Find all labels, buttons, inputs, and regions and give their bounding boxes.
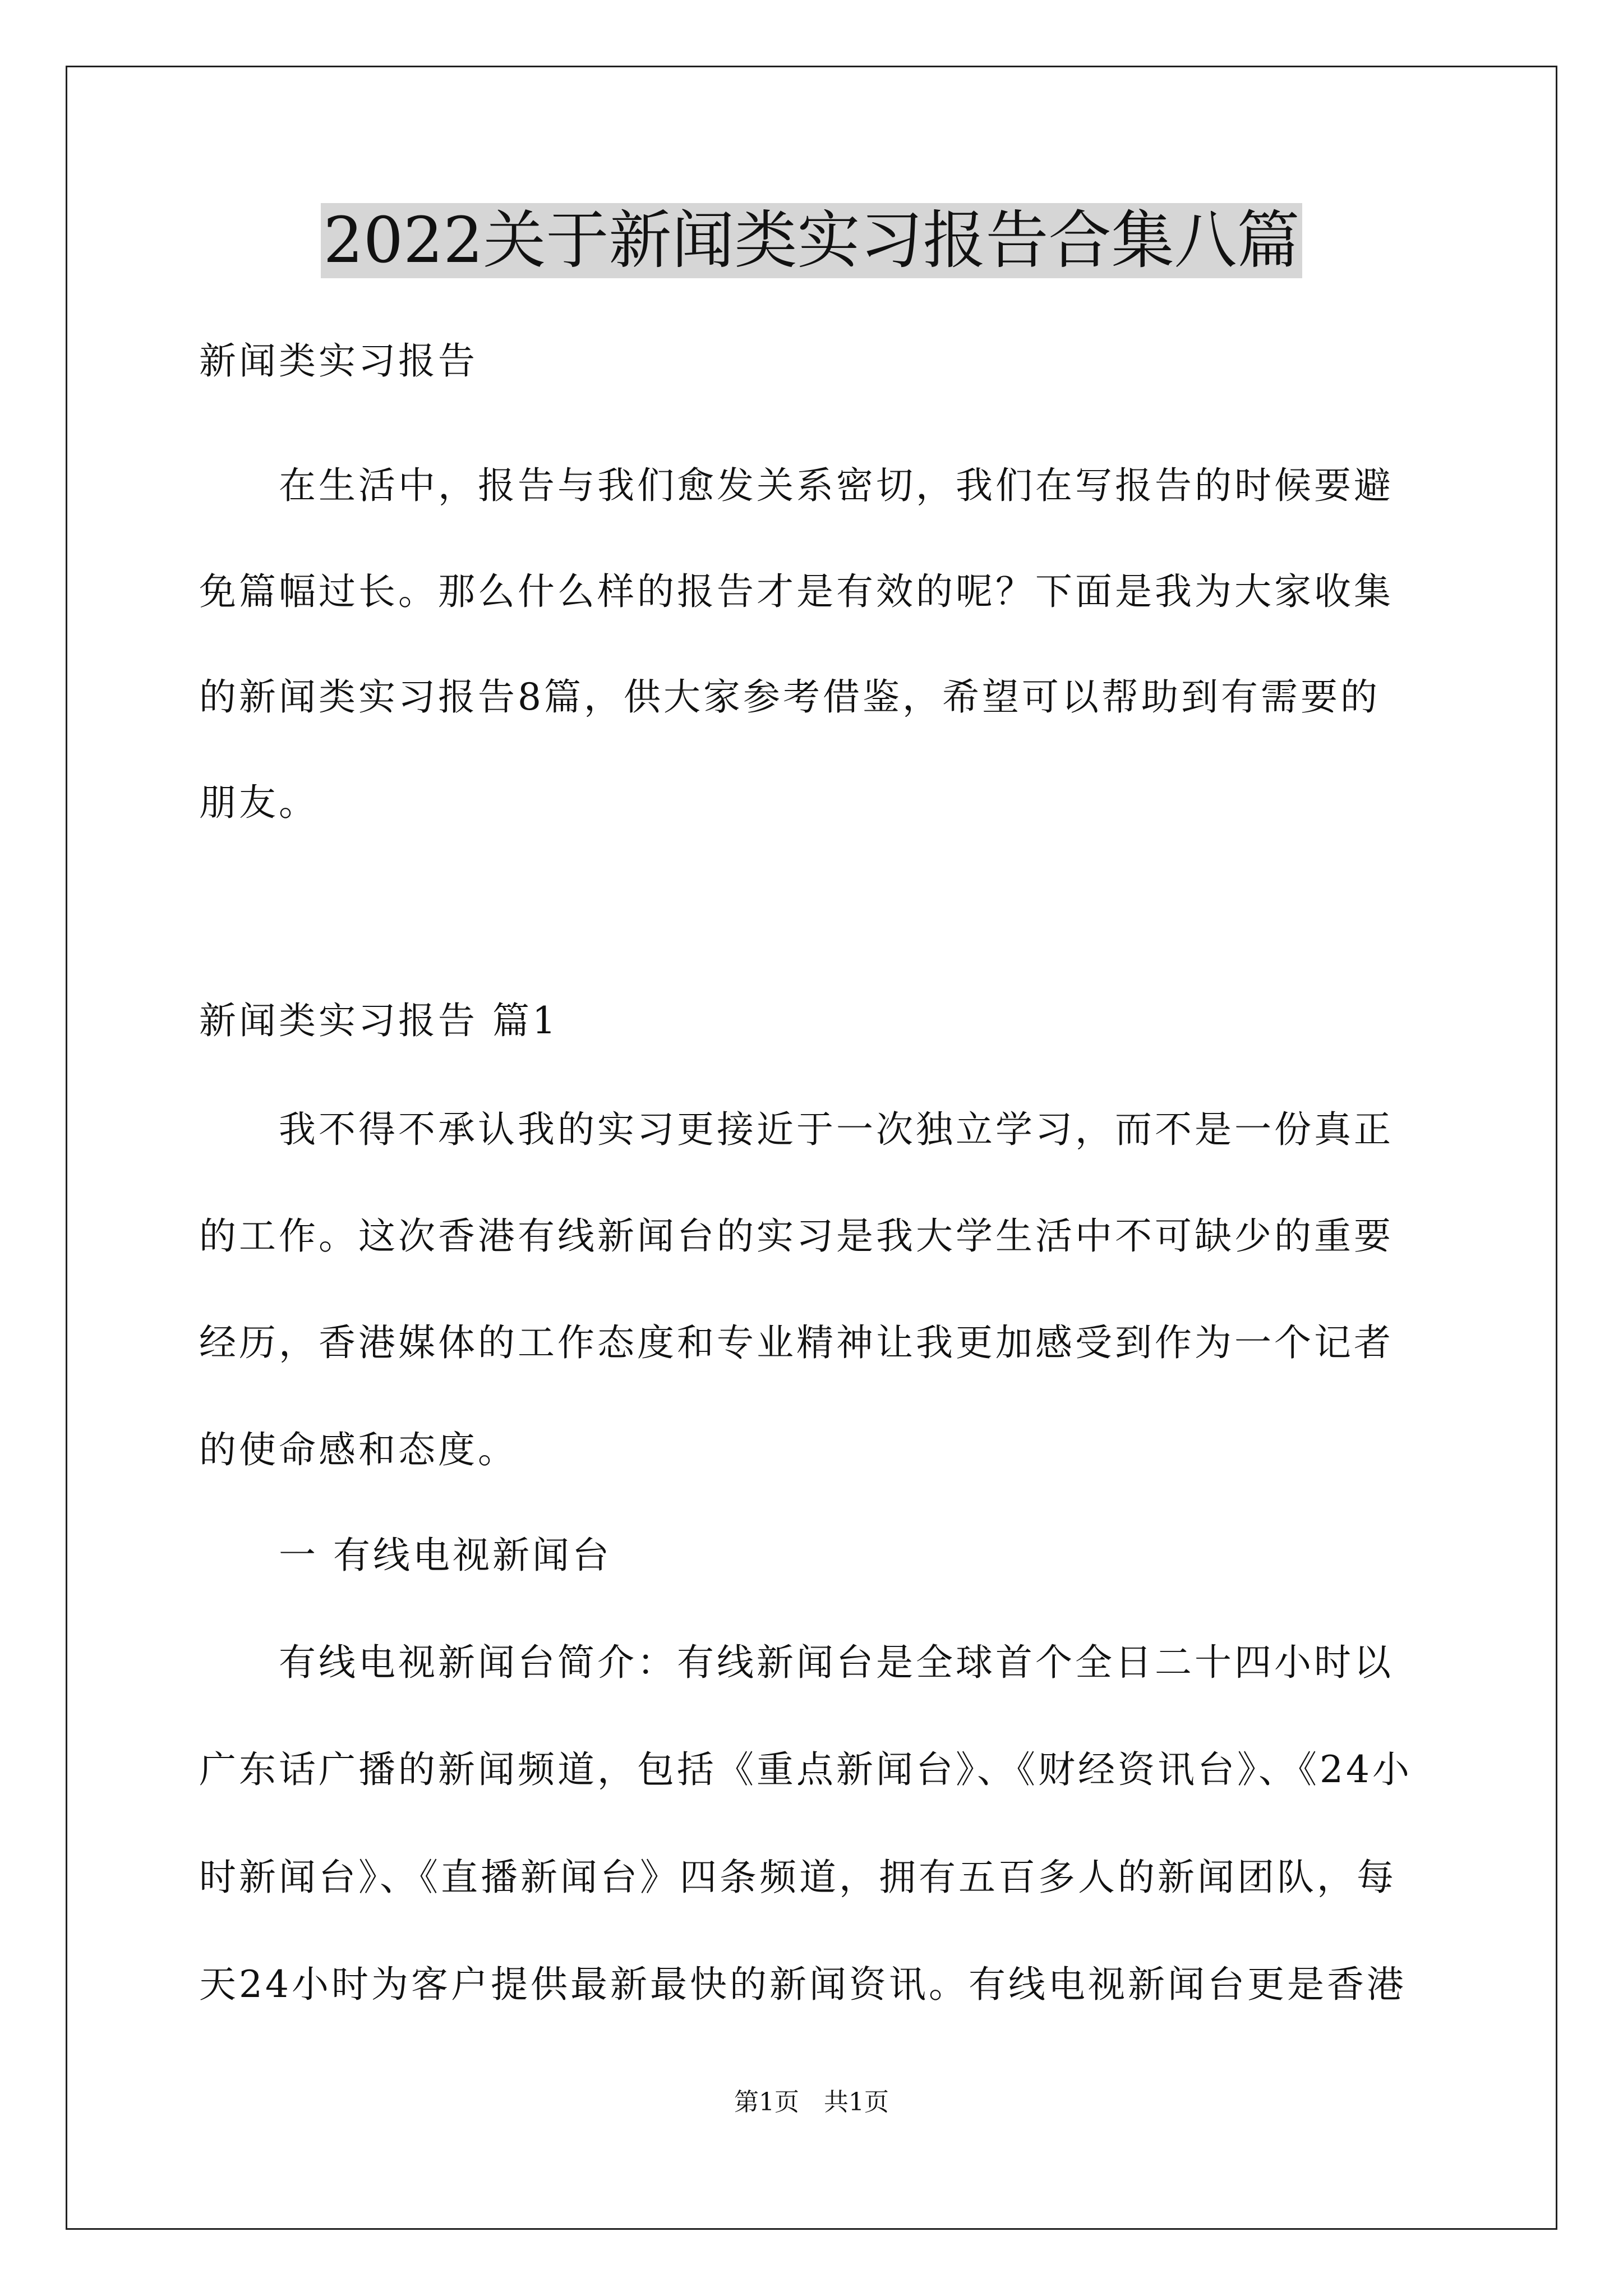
page-footer: 第1页 共1页 [734,2088,889,2116]
subsection-heading: 一 有线电视新闻台 [279,1534,612,1577]
paragraph-line: 天24小时为客户提供最新最快的新闻资讯。有线电视新闻台更是香港 [199,1963,1407,2006]
paragraph-line: 的新闻类实习报告8篇，供大家参考借鉴，希望可以帮助到有需要的 [199,675,1380,719]
paragraph-line: 朋友。 [199,781,319,824]
paragraph-line: 免篇幅过长。那么什么样的报告才是有效的呢？下面是我为大家收集 [199,570,1394,613]
paragraph-line: 在生活中，报告与我们愈发关系密切，我们在写报告的时候要避 [279,464,1394,507]
document-title: 2022关于新闻类实习报告合集八篇 [321,203,1302,278]
paragraph-line: 我不得不承认我的实习更接近于一次独立学习，而不是一份真正 [279,1108,1394,1151]
paragraph-line: 时新闻台》、《直播新闻台》四条频道，拥有五百多人的新闻团队，每 [199,1856,1396,1899]
paragraph-line: 有线电视新闻台简介：有线新闻台是全球首个全日二十四小时以 [279,1641,1394,1684]
title-container [0,203,1623,278]
section-heading: 新闻类实习报告 篇1 [199,999,559,1042]
paragraph-line: 的工作。这次香港有线新闻台的实习是我大学生活中不可缺少的重要 [199,1214,1394,1258]
paragraph-line: 广东话广播的新闻频道，包括《重点新闻台》、《财经资讯台》、《24小 [199,1748,1412,1791]
paragraph-line: 的使命感和态度。 [199,1428,518,1471]
paragraph-line: 经历，香港媒体的工作态度和专业精神让我更加感受到作为一个记者 [199,1321,1394,1364]
section-heading: 新闻类实习报告 [199,339,478,383]
